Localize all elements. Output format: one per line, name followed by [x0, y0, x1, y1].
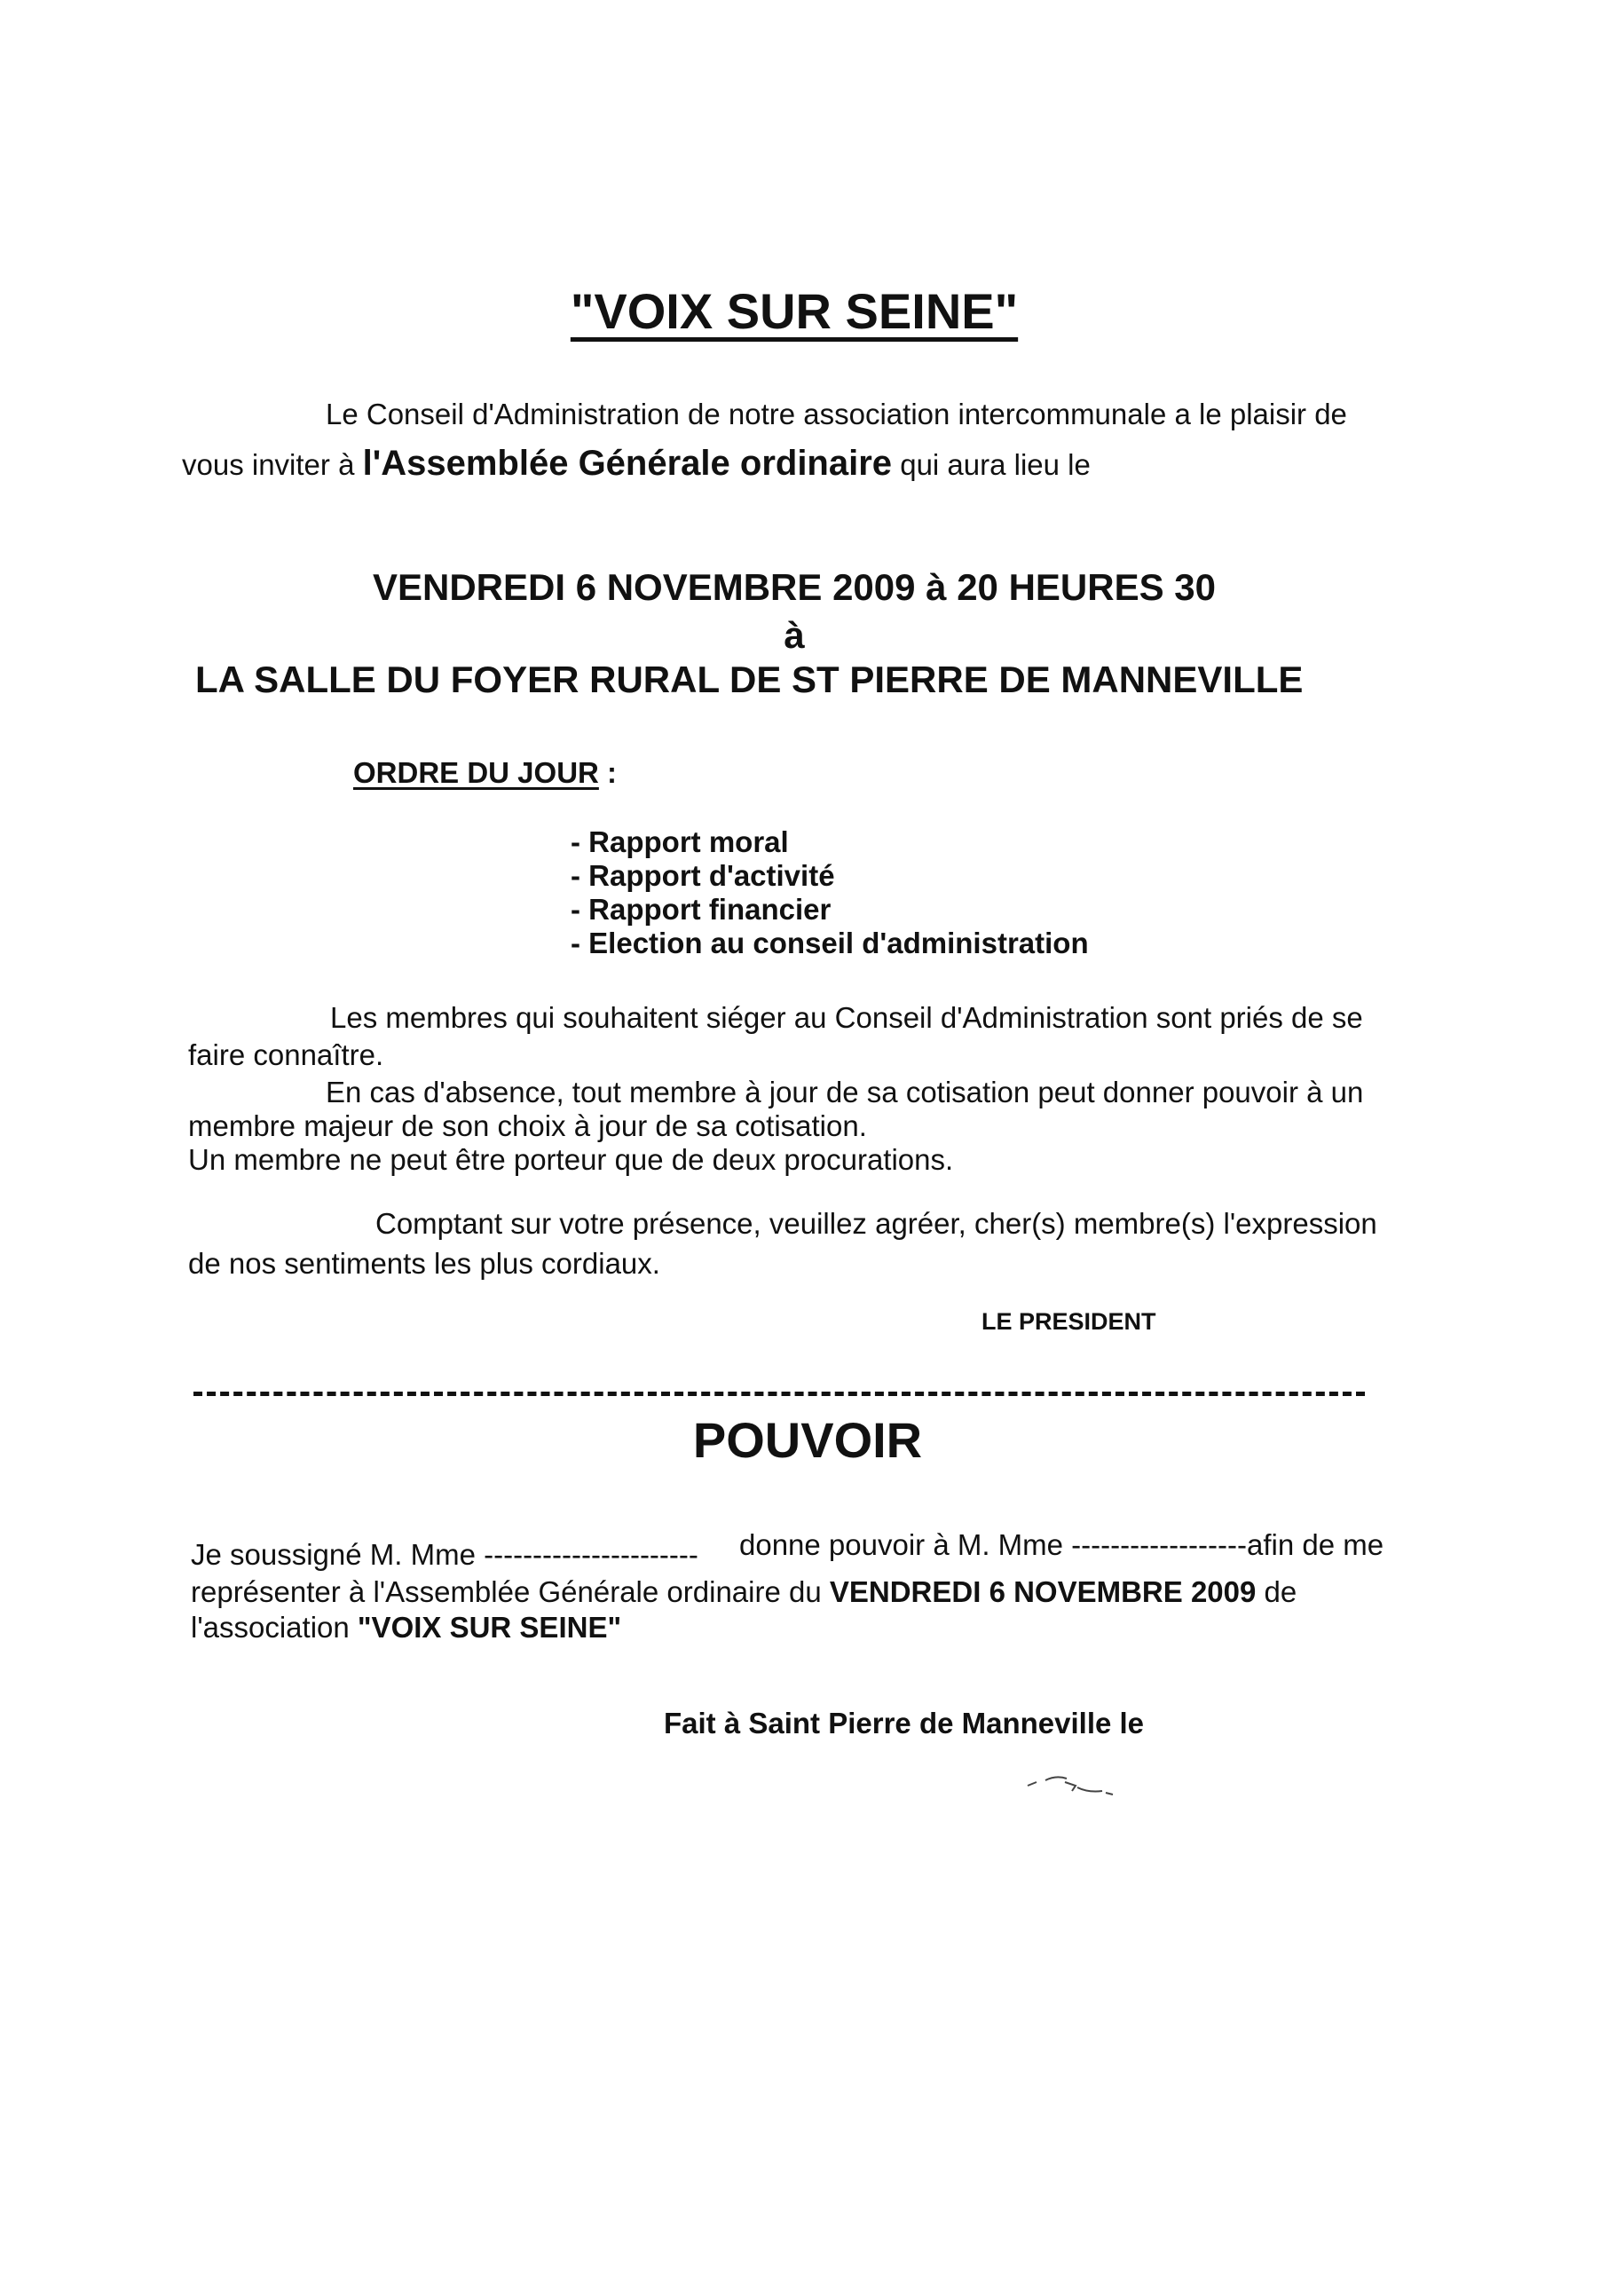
closing-paragraph-line-1: Comptant sur votre présence, veuillez agréer, cher(s) membre(s) l'expression — [375, 1207, 1377, 1240]
scribble-mark — [1021, 1766, 1118, 1802]
proxy-giver-line: Je soussigné M. Mme ---------------------- — [191, 1538, 698, 1571]
proxy-receiver-line: donne pouvoir à M. Mme ------------------afin de me — [739, 1528, 1384, 1561]
members-paragraph-line-1: Les membres qui souhaitent siéger au Conseil d'Administration sont priés de se — [330, 1001, 1363, 1034]
intro-line-2-suffix: qui aura lieu le — [892, 448, 1091, 481]
proxy-association-line — [191, 1611, 621, 1645]
intro-line-2 — [182, 444, 1091, 484]
agenda-label-suffix: : — [598, 756, 618, 789]
proxy-purpose-line — [191, 1575, 1297, 1609]
agenda-item: - Rapport financier — [571, 893, 832, 926]
proxy-association-name: "VOIX SUR SEINE" — [357, 1611, 622, 1644]
proxy-purpose-prefix: représenter à l'Assemblée Générale ordinaire du — [191, 1575, 830, 1608]
page-title: "VOIX SUR SEINE" — [570, 283, 1019, 339]
members-paragraph-line-2: faire connaître. — [188, 1038, 384, 1071]
event-date: VENDREDI 6 NOVEMBRE 2009 à 20 HEURES 30 — [372, 566, 1217, 608]
agenda-item: - Rapport moral — [571, 825, 789, 858]
agenda-label — [353, 756, 617, 790]
cut-line-divider — [193, 1392, 1365, 1396]
agenda-item: - Rapport d'activité — [571, 859, 835, 892]
event-connector: à — [784, 614, 805, 656]
absence-paragraph-line-2: membre majeur de son choix à jour de sa cotisation. — [188, 1109, 867, 1142]
signature-label: LE PRESIDENT — [981, 1308, 1156, 1335]
closing-paragraph-line-2: de nos sentiments les plus cordiaux. — [188, 1247, 660, 1280]
pouvoir-title: POUVOIR — [692, 1412, 923, 1468]
intro-line-1: Le Conseil d'Administration de notre association intercommunale a le plaisir de — [326, 398, 1347, 430]
event-place: LA SALLE DU FOYER RURAL DE ST PIERRE DE MANNEVILLE — [195, 659, 1304, 700]
agenda-label-text: ORDRE DU JOUR — [353, 756, 599, 789]
place-date-line: Fait à Saint Pierre de Manneville le — [664, 1707, 1145, 1740]
proxy-meeting-date: VENDREDI 6 NOVEMBRE 2009 — [829, 1575, 1257, 1608]
agenda-item: - Election au conseil d'administration — [571, 927, 1089, 959]
proxy-association-prefix: l'association — [191, 1611, 358, 1644]
proxy-limit-paragraph: Un membre ne peut être porteur que de deux procurations. — [188, 1143, 954, 1176]
proxy-purpose-suffix: de — [1256, 1575, 1297, 1608]
assembly-name: l'Assemblée Générale ordinaire — [362, 444, 893, 483]
intro-line-2-prefix: vous inviter à — [182, 448, 363, 481]
absence-paragraph-line-1: En cas d'absence, tout membre à jour de sa cotisation peut donner pouvoir à un — [326, 1076, 1364, 1108]
